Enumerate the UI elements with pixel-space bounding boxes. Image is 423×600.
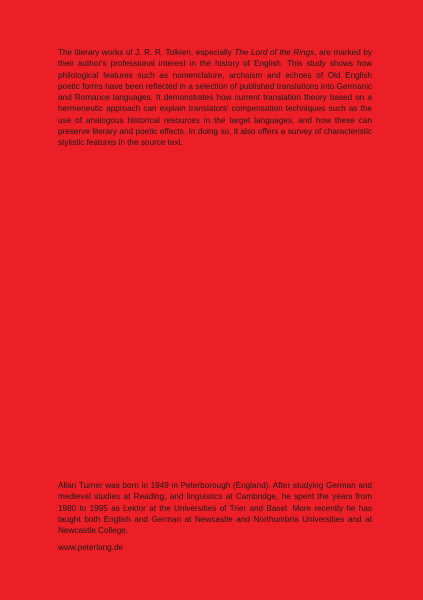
book-title: The Lord of the Rings [234,48,315,57]
publisher-url[interactable]: www.peterlang.de [58,543,124,552]
description-part-2: , are marked by their author's professional interest in the history of English. This study shows how philological features such as nomenclature, archaism and echoes of Old English poetic forms have been reflected in a selection of published translations into Germanic and Romance languages. It demonstrates how current translation theory based on a hermeneutic approach can explain translators' compensation techniques such as the use of analogous historical resources in the target languages, and how these can preserve literary and poetic effects. In doing so, it also offers a survey of characteristic stylistic features in the source text. [58,48,372,148]
author-bio: Allan Turner was born in 1949 in Peterborough (England). After studying German and medieval studies at Reading, and linguistics at Cambridge, he spent the years from 1980 to 1995 as Lektor at the Universities of Trier and Basel. More recently he has taught both English and German at Newcastle and Northumbria Universities and at Newcastle College. [58,481,372,536]
book-description [58,47,372,149]
description-part-1: The literary works of J. R. R. Tolkien, especially [58,48,235,57]
